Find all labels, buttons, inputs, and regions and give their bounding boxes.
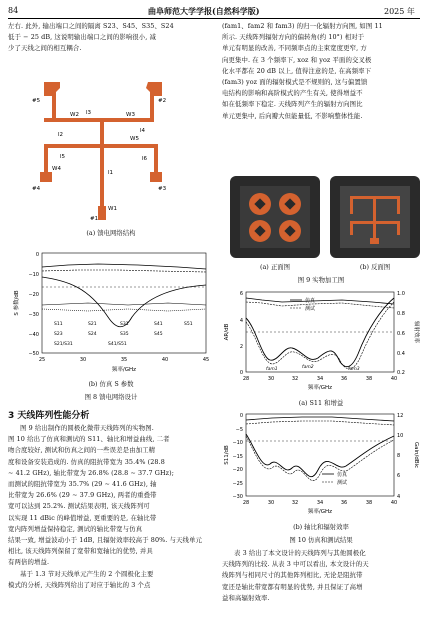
photo-caption-front: (a) 正面图 [260, 263, 290, 271]
xtick: 30 [267, 376, 275, 382]
legend-item: S21/S31 [54, 342, 73, 347]
text-line: 图 10 给出了仿真和测试的 S11、轴比和增益曲线, 二者 [8, 435, 170, 444]
text-line: 低于 − 25 dB, 这说明输出端口之间的影响很小, 减 [8, 33, 157, 42]
xtick: 34 [316, 500, 324, 506]
feed-patch [150, 172, 162, 182]
ytick-right: 0.4 [397, 351, 405, 357]
text-line: 所示. 天线阵列辐射方向的偏转角(约 10°) 相对于 [222, 33, 365, 42]
marker-fam1: fam1 [266, 367, 278, 372]
photo-front-pattern [230, 176, 320, 258]
curve-s21-s31 [42, 264, 206, 269]
curve-s11 [42, 277, 206, 327]
text-line: 宽可以达到 25.2%. 测试结果表明, 该天线阵列可 [8, 502, 150, 511]
y-axis-label-right: 辐射效率 [413, 320, 419, 344]
label-w2: W2 [70, 112, 79, 118]
text-line: 结果一致, 增益波动小于 1dB, 且辐射效率较高于 80%. 与天线单元 [8, 536, 202, 545]
ytick-left: −20 [232, 467, 243, 473]
ytick-right: 6 [397, 473, 401, 479]
label-port3: #3 [158, 186, 167, 192]
text-line: 天线阵列的比较. 从表 3 中可以看出, 本文设计的天 [222, 560, 369, 569]
s11-gain-chart [222, 410, 420, 520]
label-w3: W3 [126, 112, 135, 118]
label-l2: l2 [58, 132, 64, 138]
curve-s11-meas [246, 436, 394, 481]
x-axis-label: 频率/GHz [111, 367, 137, 373]
feed-line [150, 88, 154, 122]
feed-line [52, 88, 56, 122]
xtick: 38 [365, 376, 373, 382]
text-line: 吻合度较好, 测试和仿真之间的一些误差是由加工精 [8, 446, 156, 455]
text-line: (fam1、fam2 和 fam3) 的归一化辐射方向图, 如图 11 [222, 22, 383, 30]
xtick: 36 [340, 376, 348, 382]
ytick-left: −30 [232, 494, 243, 500]
xtick: 30 [79, 357, 87, 363]
fig9-caption: 图 9 实物加工图 [297, 276, 345, 284]
legend-item: S41/S51 [108, 342, 127, 347]
ytick-left: −5 [235, 427, 243, 433]
xtick: 32 [291, 376, 299, 382]
xtick: 40 [390, 376, 398, 382]
text-line: 图 9 给出制作的圆极化微带天线阵列的实物图. [20, 424, 154, 432]
xtick: 25 [38, 357, 46, 363]
curve-s11-sim [246, 434, 394, 477]
photo-back [330, 176, 420, 258]
plot-frame [42, 253, 206, 353]
ytick-right: 1.0 [397, 291, 405, 297]
text-line: (fam3) yoz 面的辐射模式是不规则的, 这与偏置馈 [222, 78, 368, 87]
text-line: 化水平都在 20 dB 以上, 值得注意的是, 在高频率下 [222, 66, 372, 75]
y-axis-label-left: S11/dB [224, 445, 230, 465]
text-line: 线阵列与相同尺寸的其他阵列相比, 无论是阻抗带 [222, 571, 363, 580]
feed-network-figure [30, 74, 180, 224]
xtick: 30 [267, 500, 275, 506]
text-line: 模式的分析, 天线阵列给出了对应于轴比的 3 个点 [8, 580, 151, 589]
feed-line [154, 146, 158, 176]
journal-title: 曲阜师范大学学报(自然科学版) [148, 6, 260, 16]
ytick: −20 [28, 292, 39, 298]
curve-ar-sim [246, 298, 394, 367]
curve-s23 [42, 303, 206, 305]
port-1 [98, 206, 106, 220]
ytick-left: 0 [239, 413, 243, 419]
label-w1: W1 [108, 206, 117, 212]
fig8-caption: 图 8 馈电网络设计 [84, 393, 138, 401]
ytick-left: 2 [239, 344, 243, 350]
right-para-top [222, 21, 420, 122]
chart2-caption: (b) 轴比和辐射效率 [293, 523, 349, 531]
ytick-left: 0 [239, 370, 243, 376]
curve-gain-meas [246, 421, 394, 425]
curve-s41-s51 [42, 270, 206, 272]
xtick: 36 [340, 500, 348, 506]
text-line: 少了天线之间的相互耦合. [8, 44, 82, 53]
curve-gain-sim [246, 417, 394, 421]
xtick: 34 [316, 376, 324, 382]
ytick-left: 4 [239, 318, 243, 324]
xtick: 45 [202, 357, 210, 363]
ytick: −50 [28, 351, 39, 357]
board [240, 186, 310, 248]
legend-item: S11 [54, 322, 63, 327]
journal-year: 2025 年 [384, 7, 415, 16]
left-intro [8, 21, 214, 55]
label-port5: #5 [32, 98, 41, 104]
text-line: 以实现 11 dBic 的峰值增益, 更重要的是, 在轴比带 [8, 513, 157, 522]
label-port2: #2 [158, 98, 167, 104]
xtick: 40 [161, 357, 169, 363]
legend-item: S41 [154, 322, 163, 327]
text-line: 宽内阵列增益保持稳定, 测试的轴比带宽与仿真 [8, 524, 143, 533]
label-l5: l5 [60, 154, 66, 160]
text-line: 电结构的影响和高阶模式的产生有关, 使得增益不 [222, 89, 363, 98]
x-axis-label: 频率/GHz [307, 509, 333, 515]
header-rule [8, 18, 420, 19]
section-title: 3 天线阵列性能分析 [8, 411, 90, 421]
text-line: 宽还是轴比带宽都有明显的优势, 并且保证了高增 [222, 582, 363, 591]
ytick-left: −15 [232, 454, 243, 460]
caption-feed-network: (a) 馈电网络结构 [86, 229, 136, 237]
xtick: 40 [390, 500, 398, 506]
label-l1: l1 [108, 170, 114, 176]
legend-meas: 测试 [337, 480, 348, 486]
feed-line [44, 144, 100, 148]
fig10-caption: 图 10 仿真和测试结果 [289, 536, 353, 544]
xtick: 28 [242, 376, 250, 382]
text-line: 左右. 此外, 输出端口之间的隔离 S23、S45、S35、S24 [8, 22, 174, 30]
text-line: 相比, 该天线阵列保留了宽带和宽轴比的优势, 并具 [8, 547, 153, 556]
label-port4: #4 [32, 186, 41, 192]
legend-item: S21 [88, 322, 97, 327]
curve-efficiency-meas [246, 302, 394, 308]
legend-meas: 测试 [305, 306, 316, 312]
legend-item: S23 [54, 332, 63, 337]
feed-line [100, 118, 104, 208]
legend-item: S51 [184, 322, 193, 327]
legend-item: S45 [154, 332, 163, 337]
legend-sim: 仿真 [305, 298, 316, 304]
xtick: 28 [242, 500, 250, 506]
ytick-left: 6 [239, 291, 243, 297]
marker-fam2: fam2 [302, 365, 314, 370]
text-line: 基于 1.3 节对天线单元产生的 2 个圆极化主要 [20, 569, 154, 578]
text-line: 益和高辐射效率. [222, 593, 270, 602]
chart1-caption: (a) S11 和增益 [298, 399, 344, 407]
y-axis-label-left: AR/dB [224, 323, 230, 341]
text-line: 如在低频率下稳定. 天线阵列产生的辐射方向图比 [222, 100, 363, 109]
ar-efficiency-chart [222, 288, 420, 396]
curve-efficiency-sim [246, 298, 394, 304]
ytick: −40 [28, 332, 39, 338]
photo-front [230, 176, 320, 258]
feed-line [122, 118, 154, 122]
x-axis-label: 频率/GHz [307, 385, 333, 391]
ytick-right: 0.2 [397, 370, 405, 376]
feed-line [44, 118, 84, 122]
text-line: ∼ 41.2 GHz), 轴比带宽为 26.8% (28.8 ∼ 37.7 GHz); [8, 468, 174, 477]
ytick-left: −10 [232, 440, 243, 446]
ytick: −30 [28, 312, 39, 318]
feed-line [44, 146, 48, 176]
page-number: 84 [8, 6, 19, 15]
ytick: −10 [28, 272, 39, 278]
legend-item: S24 [88, 332, 97, 337]
ytick-right: 12 [397, 413, 404, 419]
legend-sim: 仿真 [337, 472, 348, 478]
plot-frame [246, 414, 394, 496]
ytick-right: 4 [397, 494, 401, 500]
xtick: 35 [120, 357, 128, 363]
text-line: 向更集中. 在 3 个频率下, xoz 和 yoz 平面的交叉极 [222, 55, 372, 64]
y-axis-label-right: Gain/dBic [413, 441, 419, 469]
photo-caption-back: (b) 反面图 [359, 263, 391, 271]
text-line: 单元更集中, 后向瓣大但能量低, 不影响整体性能. [222, 111, 363, 120]
text-line: 单元有明显的改善, 不同频率点的主束宽度更窄, 方 [222, 44, 367, 53]
curve-s24 [42, 309, 206, 311]
marker-fam3: fam3 [348, 367, 360, 372]
text-line: 比带宽为 26.6% (29 ∼ 37.9 GHz), 两者的重叠带 [8, 491, 157, 500]
ytick: 0 [35, 252, 39, 258]
label-w5: W5 [130, 136, 139, 142]
text-line: 有两倍的增益. [8, 558, 50, 567]
text-line: 表 3 给出了本文设计的天线阵列与其他圆极化 [234, 549, 366, 557]
xtick: 32 [291, 500, 299, 506]
label-l3: l3 [86, 110, 92, 116]
ytick-right: 0.8 [397, 311, 405, 317]
ytick-right: 10 [397, 433, 404, 439]
label-l6: l6 [142, 156, 148, 162]
right-para-bottom [222, 548, 420, 604]
legend-item: S35 [120, 332, 129, 337]
left-para1 [8, 423, 214, 591]
y-axis-label: S 参数/dB [14, 290, 20, 316]
photo-back-pattern [330, 176, 420, 258]
ytick-right: 8 [397, 453, 401, 459]
label-w4: W4 [52, 166, 61, 172]
text-line: 度和设备安装造成的. 仿真的阻抗带宽为 35.4% (28.8 [8, 457, 165, 466]
ytick-right: 0.6 [397, 331, 405, 337]
legend-item: S31 [120, 322, 129, 327]
feed-patch [40, 172, 52, 182]
xtick: 38 [365, 500, 373, 506]
feed-line [104, 144, 158, 148]
ytick-left: −25 [232, 481, 243, 487]
label-l4: l4 [140, 128, 146, 134]
caption-sparam: (b) 仿真 S 参数 [88, 380, 134, 388]
sparam-chart [8, 247, 214, 377]
text-line: 而测试的阻抗带宽为 35.7% (29 ∼ 41.6 GHz), 轴 [8, 480, 157, 489]
label-port1: #1 [90, 216, 99, 222]
